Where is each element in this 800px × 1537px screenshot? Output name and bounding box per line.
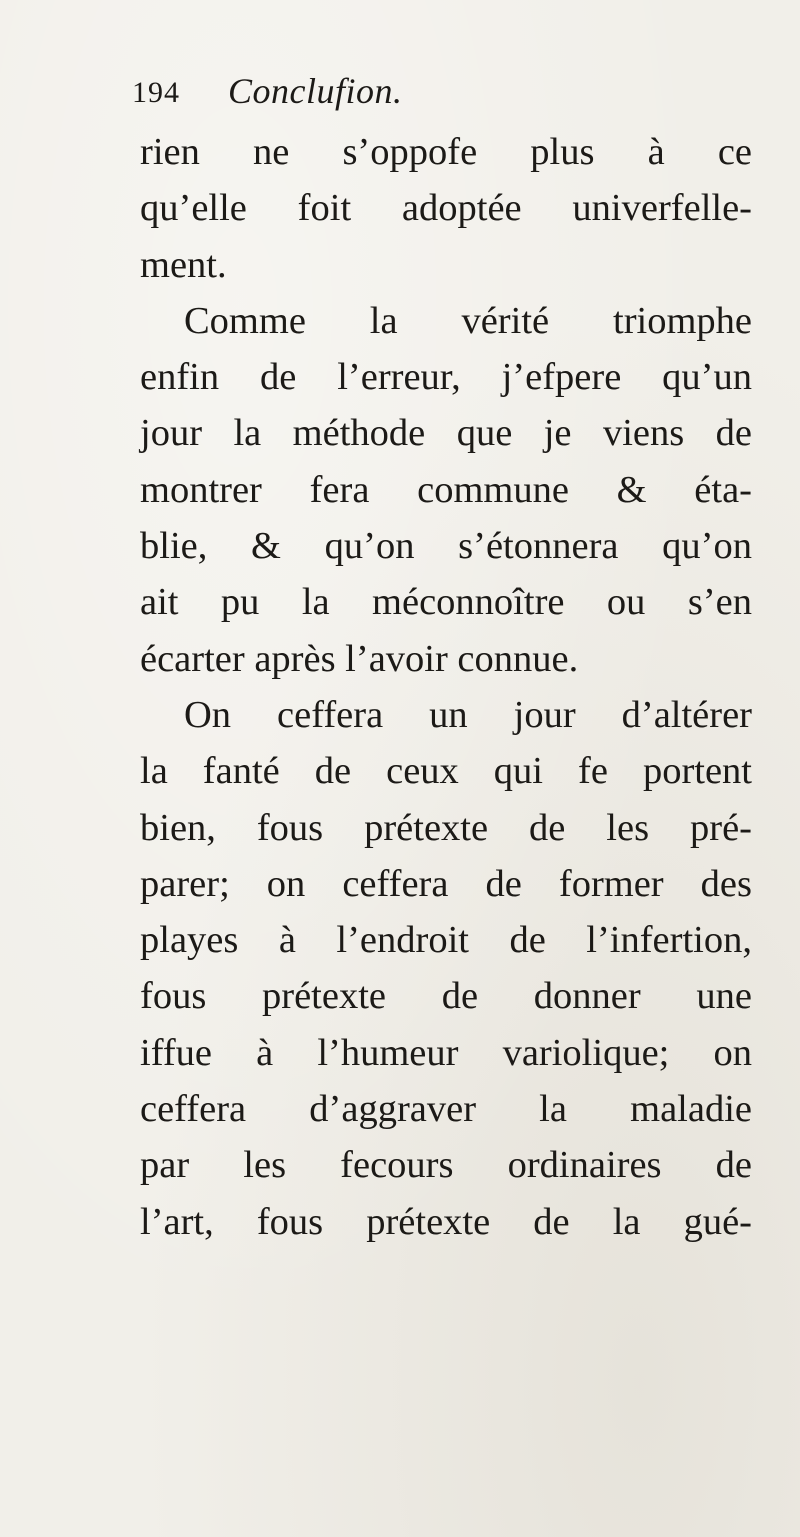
running-head xyxy=(132,70,732,122)
text-line: parer; on ceffera de former des xyxy=(140,862,752,905)
text-line: écarter après l’avoir connue. xyxy=(140,637,579,680)
running-title: Conclufion. xyxy=(228,71,403,111)
text-line: qu’elle foit adoptée univerfelle- xyxy=(140,187,752,230)
text-line: ait pu la méconnoître ou s’en xyxy=(140,581,752,624)
text-line: ment. xyxy=(140,243,227,286)
text-line: blie, & qu’on s’étonnera qu’on xyxy=(140,525,752,568)
text-line: playes à l’endroit de l’infertion, xyxy=(140,919,752,962)
text-line: rien ne s’oppofe plus à ce xyxy=(140,131,752,173)
body-text xyxy=(140,124,752,1250)
text-line: ceffera d’aggraver la maladie xyxy=(140,1088,752,1131)
text-line: On ceffera un jour d’altérer xyxy=(184,693,752,736)
text-line: la fanté de ceux qui fe portent xyxy=(140,750,752,793)
text-line: l’art, fous prétexte de la gué- xyxy=(140,1200,752,1243)
text-line: enfin de l’erreur, j’efpere qu’un xyxy=(140,356,752,399)
text-line: par les fecours ordinaires de xyxy=(140,1144,752,1187)
text-line: fous prétexte de donner une xyxy=(140,975,752,1018)
text-line: montrer fera commune & éta- xyxy=(140,468,752,511)
page-number: 194 xyxy=(132,76,180,109)
text-line: Comme la vérité triomphe xyxy=(184,299,752,342)
text-line: bien, fous prétexte de les pré- xyxy=(140,806,752,849)
text-line: iffue à l’humeur variolique; on xyxy=(140,1031,752,1074)
text-line: jour la méthode que je viens de xyxy=(140,412,752,455)
